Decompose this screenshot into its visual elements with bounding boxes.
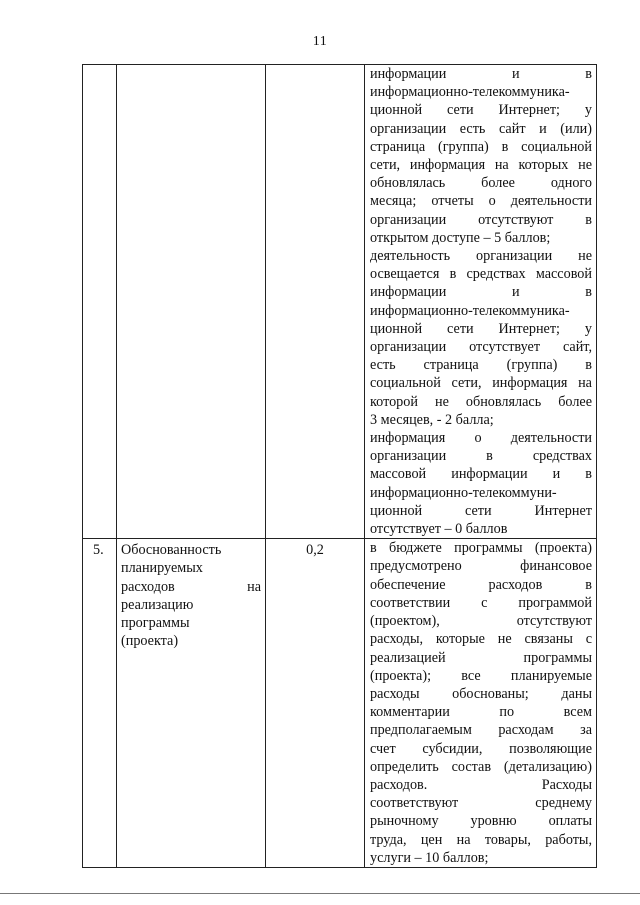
text-line: услуги – 10 баллов; <box>370 849 489 866</box>
text-line: информации и в <box>370 284 592 301</box>
text-line: расходов. Расходы <box>370 776 592 793</box>
description-text <box>370 539 592 867</box>
text-line: информационно-телекоммуни- <box>370 484 557 501</box>
row-number-cell <box>83 65 117 539</box>
text-line: реализацию <box>121 596 194 613</box>
text-line: (проектом), отсутствуют <box>370 613 592 630</box>
text-line: расходов на <box>121 578 261 595</box>
text-line: (проекта) <box>121 633 179 650</box>
description-cell <box>365 539 597 868</box>
text-line: информационно-телекоммуника- <box>370 84 570 101</box>
text-line: планируемых <box>121 560 203 577</box>
text-line: расходы, которые не связаны с <box>370 631 592 648</box>
text-line: страница (группа) в социальной <box>370 138 592 155</box>
text-line: месяца; отчеты о деятельности <box>370 193 592 210</box>
text-line: (проекта); все планируемые <box>370 667 592 684</box>
weight-cell <box>266 65 365 539</box>
page-number: 11 <box>312 34 328 49</box>
text-line: информационно-телекоммуника- <box>370 302 570 319</box>
text-line: соответствии с программой <box>370 594 592 611</box>
text-line: которой не обновлялась более <box>370 393 592 410</box>
table-row <box>83 539 597 868</box>
text-line: ционной сети Интернет <box>370 502 592 519</box>
text-line: 3 месяцев, - 2 балла; <box>370 411 494 428</box>
text-line: предусмотрено финансовое <box>370 558 592 575</box>
description-text <box>370 65 592 538</box>
text-line: организации отсутствует сайт, <box>370 339 592 356</box>
text-line: ционной сети Интернет; у <box>370 320 592 337</box>
text-line: отсутствует – 0 баллов <box>370 521 508 538</box>
text-line: освещается в средствах массовой <box>370 266 592 283</box>
text-line: определить состав (детализацию) <box>370 758 592 775</box>
text-line: открытом доступе – 5 баллов; <box>370 229 551 246</box>
text-line: сети, информация на которых не <box>370 157 592 174</box>
text-line: массовой информации и в <box>370 466 592 483</box>
row-number-cell: 5. <box>83 539 117 868</box>
text-line: социальной сети, информация на <box>370 375 592 392</box>
weight-cell: 0,2 <box>266 539 365 868</box>
text-line: реализацией программы <box>370 649 592 666</box>
text-line: информация о деятельности <box>370 430 592 447</box>
text-line: расходы обоснованы; даны <box>370 685 592 702</box>
criterion-cell <box>117 65 266 539</box>
text-line: счет субсидии, позволяющие <box>370 740 592 757</box>
criterion-text <box>121 541 261 650</box>
text-line: есть страница (группа) в <box>370 357 592 374</box>
text-line: комментарии по всем <box>370 704 592 721</box>
text-line: рыночному уровню оплаты <box>370 813 592 830</box>
text-line: организации отсутствуют в <box>370 211 592 228</box>
text-line: предполагаемым расходам за <box>370 722 592 739</box>
text-line: труда, цен на товары, работы, <box>370 831 592 848</box>
criterion-cell <box>117 539 266 868</box>
text-line: информации и в <box>370 66 592 82</box>
text-line: организации в средствах <box>370 448 592 465</box>
text-line: организации есть сайт и (или) <box>370 120 592 137</box>
table-row <box>83 65 597 539</box>
text-line: ционной сети Интернет; у <box>370 102 592 119</box>
text-line: обеспечение расходов в <box>370 576 592 593</box>
criteria-table <box>82 64 597 868</box>
description-cell <box>365 65 597 539</box>
text-line: программы <box>121 615 190 632</box>
text-line: Обоснованность <box>121 542 222 559</box>
text-line: деятельность организации не <box>370 248 592 265</box>
text-line: соответствуют среднему <box>370 795 592 812</box>
text-line: обновлялась более одного <box>370 175 592 192</box>
text-line: в бюджете программы (проекта) <box>370 540 592 557</box>
page-bottom-rule <box>0 893 640 894</box>
